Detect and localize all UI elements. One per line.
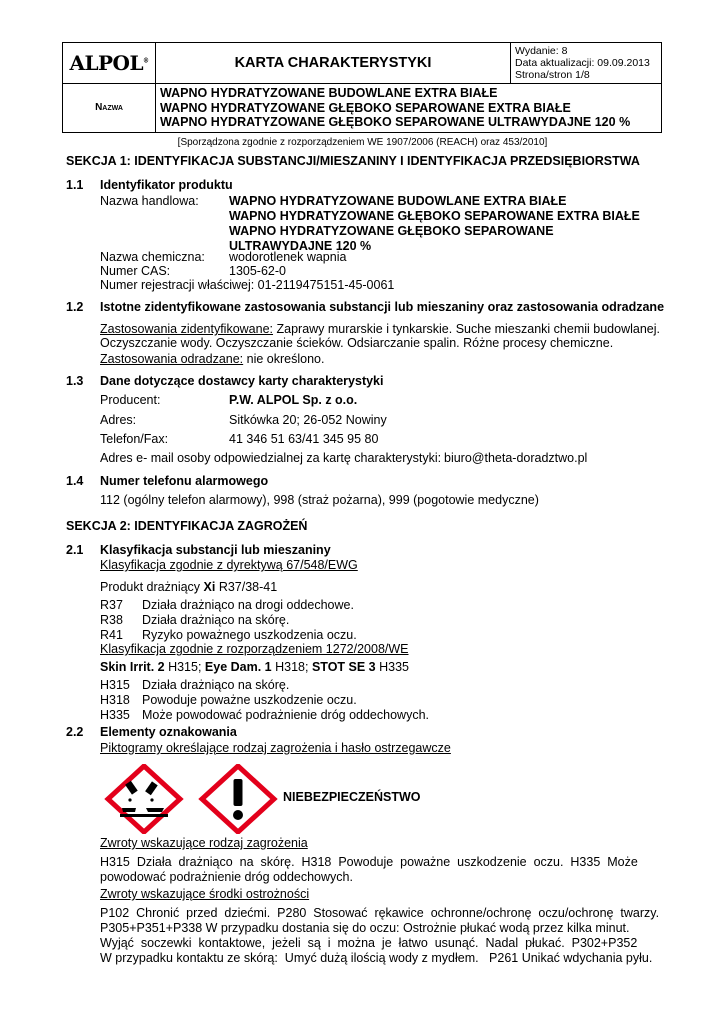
product-names: WAPNO HYDRATYZOWANE BUDOWLANE EXTRA BIAŁE WAPNO HYDRATYZOWANE GŁĘBOKO SEPAROWANE EXTRA BIAŁE WAPNO HYDRATYZOWANE GŁĘBOKO SEPAROWANE ULTRAWYDAJNE 120 %: [156, 84, 662, 133]
producer-label: Producent:: [100, 393, 161, 407]
r-phrase-row: R41 Ryzyko poważnego uszkodzenia oczu.: [100, 628, 357, 642]
regulation-note: [Sporządzona zgodnie z rozporządzeniem WE 1907/2006 (REACH) oraz 453/2010]: [177, 137, 548, 148]
h-phrase-row: H318 Powoduje poważne uszkodzenie oczu.: [100, 693, 357, 707]
trade-names: WAPNO HYDRATYZOWANE BUDOWLANE EXTRA BIAŁE WAPNO HYDRATYZOWANE GŁĘBOKO SEPAROWANE EXTRA BIAŁE WAPNO HYDRATYZOWANE GŁĘBOKO SEPAROWANE ULTRAWYDAJNE 120 %: [229, 194, 640, 253]
precaution-statements: P102 Chronić przed dziećmi. P280 Stosować rękawice ochronne/ochronę oczu/ochronę twarzy. P305+P351+P338 W przypadku dostania się do oczu: Ostrożnie płukać wodą przez kilka minut. Wyjąć soczewki kontaktowe, jeżeli są i można je łatwo usunąć. Nadal płukać. P302+P352 W przypadku kontaktu ze skórą: Umyć dużą ilością wody z mydłem. P261 Unikać wdychania pyłu.: [100, 906, 660, 965]
cas-value: 1305-62-0: [229, 264, 286, 278]
alpol-logo: ALPOL®: [69, 51, 149, 75]
s14-num: 1.4: [66, 474, 84, 488]
s12-num: 1.2: [66, 300, 84, 314]
chem-name-label: Nazwa chemiczna:: [100, 250, 205, 264]
r-phrase-row: R37 Działa drażniąco na drogi oddechowe.: [100, 598, 354, 612]
address-value: Sitkówka 20; 26-052 Nowiny: [229, 413, 387, 427]
h-phrase-row: H315 Działa drażniąco na skórę.: [100, 678, 290, 692]
identified-uses: Zastosowania zidentyfikowane: Zaprawy murarskie i tynkarskie. Suche mieszanki chemii budowlanej.: [100, 322, 660, 336]
corrosion-pictogram-icon: [108, 766, 180, 832]
s11-title: Identyfikator produktu: [100, 178, 233, 192]
r-phrases: [100, 598, 357, 643]
regulation-heading: Klasyfikacja zgodnie z rozporządzeniem 1272/2008/WE: [100, 642, 409, 656]
section2-title: SEKCJA 2: IDENTYFIKACJA ZAGROŻEŃ: [66, 519, 308, 533]
s13-title: Dane dotyczące dostawcy karty charakterystyki: [100, 374, 384, 388]
s21-num: 2.1: [66, 543, 84, 557]
registration-number: Numer rejestracji właściwej: 01-2119475151-45-0061: [100, 278, 395, 292]
s11-num: 1.1: [66, 178, 84, 192]
document-meta: [511, 43, 662, 84]
producer-value: P.W. ALPOL Sp. z o.o.: [229, 393, 358, 407]
email-label: Adres e- mail osoby odpowiedzialnej za kartę charakterystyki:: [100, 451, 442, 465]
chem-name-value: wodorotlenek wapnia: [229, 250, 347, 264]
h-phrases: [100, 678, 429, 723]
header-table: [62, 42, 662, 133]
pictogram-heading: Piktogramy określające rodzaj zagrożenia i hasło ostrzegawcze: [100, 741, 451, 755]
s21-title: Klasyfikacja substancji lub mieszaniny: [100, 543, 331, 557]
document-title: KARTA CHARAKTERYSTYKI: [156, 43, 511, 84]
clp-classification: Skin Irrit. 2 H315; Eye Dam. 1 H318; STOT SE 3 H335: [100, 660, 409, 674]
trade-name-label: Nazwa handlowa:: [100, 194, 199, 208]
directive-classification: Produkt drażniący Xi R37/38-41: [100, 580, 278, 594]
phone-value: 41 346 51 63/41 345 95 80: [229, 432, 379, 446]
hazard-heading: Zwroty wskazujące rodzaj zagrożenia: [100, 836, 308, 850]
pictograms: [104, 764, 280, 834]
s12-title: Istotne zidentyfikowane zastosowania substancji lub mieszaniny oraz zastosowania odradzane: [100, 300, 665, 314]
edition: Wydanie: 8: [515, 45, 568, 57]
update-date: Data aktualizacji: 09.09.2013: [515, 57, 650, 69]
phone-label: Telefon/Fax:: [100, 432, 169, 446]
advised-against: Zastosowania odradzane: nie określono.: [100, 352, 325, 366]
email-link[interactable]: biuro@theta-doradztwo.pl: [444, 451, 588, 465]
logo-cell: [63, 43, 156, 84]
section1-title: SEKCJA 1: IDENTYFIKACJA SUBSTANCJI/MIESZANINY I IDENTYFIKACJA PRZEDSIĘBIORSTWA: [66, 154, 640, 168]
r-phrase-row: R38 Działa drażniąco na skórę.: [100, 613, 290, 627]
s22-title: Elementy oznakowania: [100, 725, 237, 739]
precaution-heading: Zwroty wskazujące środki ostrożności: [100, 887, 310, 901]
s13-num: 1.3: [66, 374, 84, 388]
signal-word: NIEBEZPIECZEŃSTWO: [283, 790, 421, 804]
name-label: Nazwa: [63, 84, 156, 133]
cas-label: Numer CAS:: [100, 264, 171, 278]
address-label: Adres:: [100, 413, 137, 427]
h-phrase-row: H335 Może powodować podrażnienie dróg oddechowych.: [100, 708, 429, 722]
s22-num: 2.2: [66, 725, 84, 739]
emergency-phones: 112 (ogólny telefon alarmowy), 998 (straż pożarna), 999 (pogotowie medyczne): [100, 493, 539, 507]
s14-title: Numer telefonu alarmowego: [100, 474, 269, 488]
exclamation-pictogram-icon: [202, 766, 274, 832]
page-number: Strona/stron 1/8: [515, 69, 590, 81]
identified-uses-cont: Oczyszczanie wody. Oczyszczanie ścieków. Odsiarczanie spalin. Różne procesy chemiczne.: [100, 336, 614, 350]
hazard-statements: H315 Działa drażniąco na skórę. H318 Powoduje poważne uszkodzenie oczu. H335 Może powodować podrażnienie dróg oddechowych.: [100, 855, 638, 884]
directive-heading: Klasyfikacja zgodnie z dyrektywą 67/548/EWG: [100, 558, 358, 572]
